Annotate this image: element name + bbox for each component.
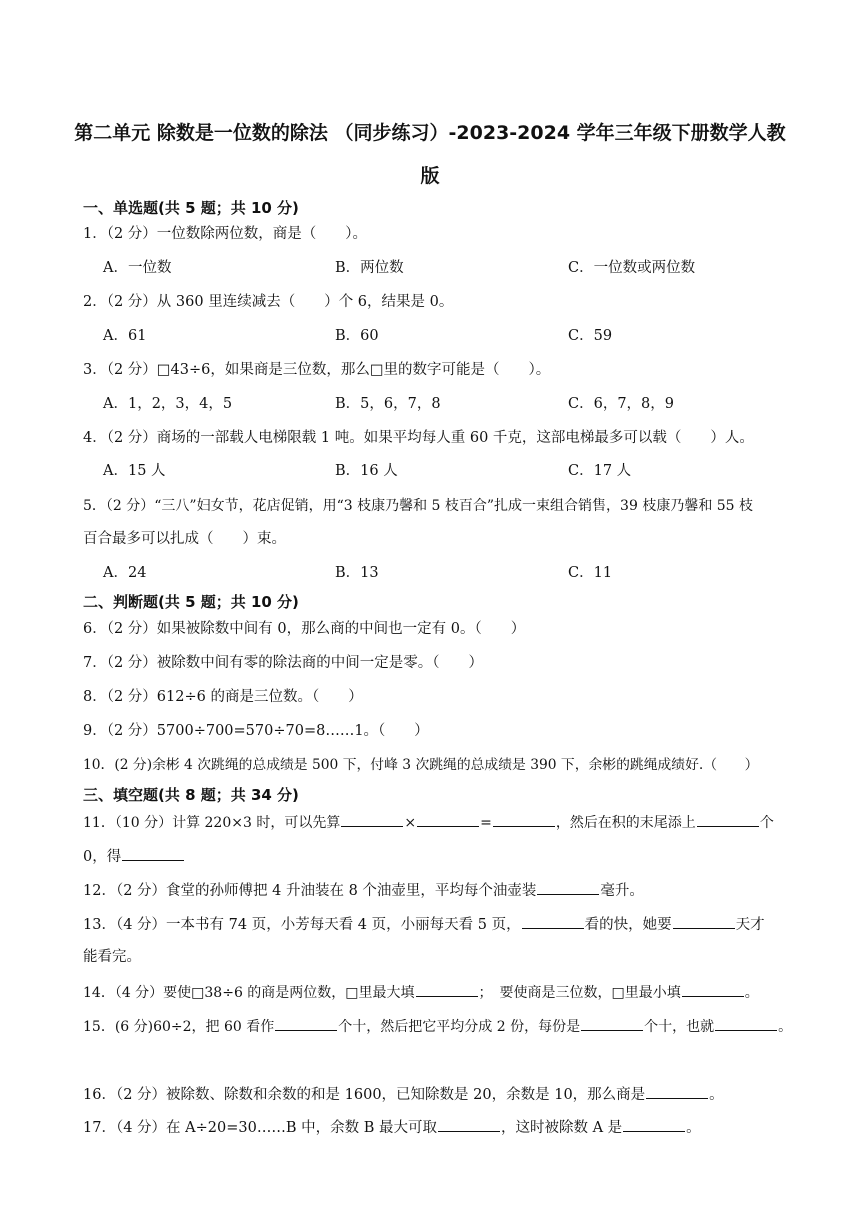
question-16 xyxy=(83,1084,724,1104)
question-4-option-b: B．16 人 xyxy=(335,463,398,479)
page-title-line1: 第二单元 除数是一位数的除法 （同步练习）-2023-2024 学年三年级下册数学人教 xyxy=(74,122,786,144)
question-1-option-c: C．一位数或两位数 xyxy=(568,260,696,276)
question-2-stem: 2．（2 分）从 360 里连续减去（ ）个 6，结果是 0。 xyxy=(83,294,454,310)
answer-blank[interactable] xyxy=(682,982,744,997)
question-13-text-3: 天才 xyxy=(735,917,765,933)
question-11-text-2: ，然后在积的末尾添上 xyxy=(555,815,696,831)
question-11-text-4: 0，得 xyxy=(83,849,122,865)
question-8: 8．（2 分）612÷6 的商是三位数。（ ） xyxy=(83,689,363,705)
question-4-option-c: C．17 人 xyxy=(568,463,632,479)
question-7: 7．（2 分）被除数中间有零的除法商的中间一定是零。（ ） xyxy=(83,655,484,671)
question-11-text-3: 个 xyxy=(759,815,774,831)
question-15-text-4: 。 xyxy=(778,1019,793,1035)
question-13-text-1: 13．（4 分）一本书有 74 页，小芳每天看 4 页，小丽每天看 5 页， xyxy=(83,917,521,933)
question-9: 9．（2 分）5700÷700=570÷70=8……1。（ ） xyxy=(83,723,429,739)
answer-blank[interactable] xyxy=(522,914,584,929)
question-17-text-2: ，这时被除数 A 是 xyxy=(500,1120,623,1136)
answer-blank[interactable] xyxy=(275,1016,337,1031)
question-3-option-a: A．1，2，3，4，5 xyxy=(103,396,233,412)
section-heading-fill-blank: 三、填空题(共 8 题；共 34 分) xyxy=(83,786,299,804)
question-11-line1 xyxy=(83,812,774,832)
question-12-text-2: 毫升。 xyxy=(600,883,644,899)
question-4-stem: 4．（2 分）商场的一部载人电梯限载 1 吨。如果平均每人重 60 千克，这部电梯最多可以载（ ）人。 xyxy=(83,430,754,446)
question-4-option-a: A．15 人 xyxy=(103,463,166,479)
page-title-line2: 版 xyxy=(420,165,440,187)
question-2-option-b: B．60 xyxy=(335,328,379,344)
section-heading-true-false: 二、判断题(共 5 题；共 10 分) xyxy=(83,593,299,611)
question-15-text-3: 个十，也就 xyxy=(644,1019,715,1035)
answer-blank[interactable] xyxy=(646,1084,708,1099)
answer-blank[interactable] xyxy=(581,1016,643,1031)
question-3-option-c: C．6，7，8，9 xyxy=(568,396,674,412)
question-5-stem-line2: 百合最多可以扎成（ ）束。 xyxy=(83,531,286,547)
equals-sign: = xyxy=(480,815,492,831)
question-13-line1 xyxy=(83,914,765,934)
question-11-text-1: 11．（10 分）计算 220×3 时，可以先算 xyxy=(83,815,341,831)
question-17 xyxy=(83,1117,701,1137)
answer-blank[interactable] xyxy=(537,880,599,895)
answer-blank[interactable] xyxy=(673,914,735,929)
question-1-stem: 1．（2 分）一位数除两位数，商是（ ）。 xyxy=(83,226,368,242)
question-17-text-3: 。 xyxy=(686,1120,701,1136)
question-5-stem-line1: 5．（2 分）“三八”妇女节，花店促销，用“3 枝康乃馨和 5 枝百合”扎成一束组合销售，39 枝康乃馨和 55 枝 xyxy=(83,498,754,514)
answer-blank[interactable] xyxy=(697,812,759,827)
question-15 xyxy=(83,1016,792,1036)
question-13-line2: 能看完。 xyxy=(83,949,141,965)
answer-blank[interactable] xyxy=(493,812,555,827)
answer-blank[interactable] xyxy=(417,812,479,827)
answer-blank[interactable] xyxy=(341,812,403,827)
question-6: 6．（2 分）如果被除数中间有 0，那么商的中间也一定有 0。（ ） xyxy=(83,621,526,637)
question-1-option-b: B．两位数 xyxy=(335,260,404,276)
question-13-text-2: 看的快，她要 xyxy=(584,917,672,933)
question-16-text-2: 。 xyxy=(709,1087,724,1103)
question-16-text-1: 16．（2 分）被除数、除数和余数的和是 1600，已知除数是 20，余数是 10，那么商是 xyxy=(83,1087,646,1103)
question-1-option-a: A．一位数 xyxy=(103,260,172,276)
question-5-option-a: A．24 xyxy=(103,565,147,581)
question-14 xyxy=(83,982,759,1002)
question-14-text-3: 。 xyxy=(744,985,759,1001)
question-2-option-c: C．59 xyxy=(568,328,613,344)
question-3-option-b: B．5，6，7，8 xyxy=(335,396,441,412)
question-11-line2 xyxy=(83,846,185,866)
question-5-option-c: C．11 xyxy=(568,565,613,581)
answer-blank[interactable] xyxy=(623,1117,685,1132)
question-14-text-1: 14．（4 分）要使□38÷6 的商是两位数，□里最大填 xyxy=(83,985,415,1001)
question-17-text-1: 17．（4 分）在 A÷20=30……B 中，余数 B 最大可取 xyxy=(83,1120,437,1136)
answer-blank[interactable] xyxy=(715,1016,777,1031)
question-12 xyxy=(83,880,644,900)
question-14-text-2: ； 要使商是三位数，□里最小填 xyxy=(478,985,681,1001)
times-sign: × xyxy=(404,815,417,831)
answer-blank[interactable] xyxy=(122,846,184,861)
question-15-text-2: 个十，然后把它平均分成 2 份，每份是 xyxy=(338,1019,581,1035)
answer-blank[interactable] xyxy=(416,982,478,997)
question-10: 10．(2 分)余彬 4 次跳绳的总成绩是 500 下，付峰 3 次跳绳的总成绩是 390 下，余彬的跳绳成绩好.（ ） xyxy=(83,757,759,773)
question-5-option-b: B．13 xyxy=(335,565,379,581)
question-2-option-a: A．61 xyxy=(103,328,147,344)
section-heading-single-choice: 一、单选题(共 5 题；共 10 分) xyxy=(83,199,299,217)
question-3-stem: 3．（2 分）□43÷6，如果商是三位数，那么□里的数字可能是（ ）。 xyxy=(83,362,551,378)
answer-blank[interactable] xyxy=(438,1117,500,1132)
question-12-text-1: 12．（2 分）食堂的孙师傅把 4 升油装在 8 个油壶里，平均每个油壶装 xyxy=(83,883,537,899)
question-15-text-1: 15．(6 分)60÷2，把 60 看作 xyxy=(83,1019,275,1035)
